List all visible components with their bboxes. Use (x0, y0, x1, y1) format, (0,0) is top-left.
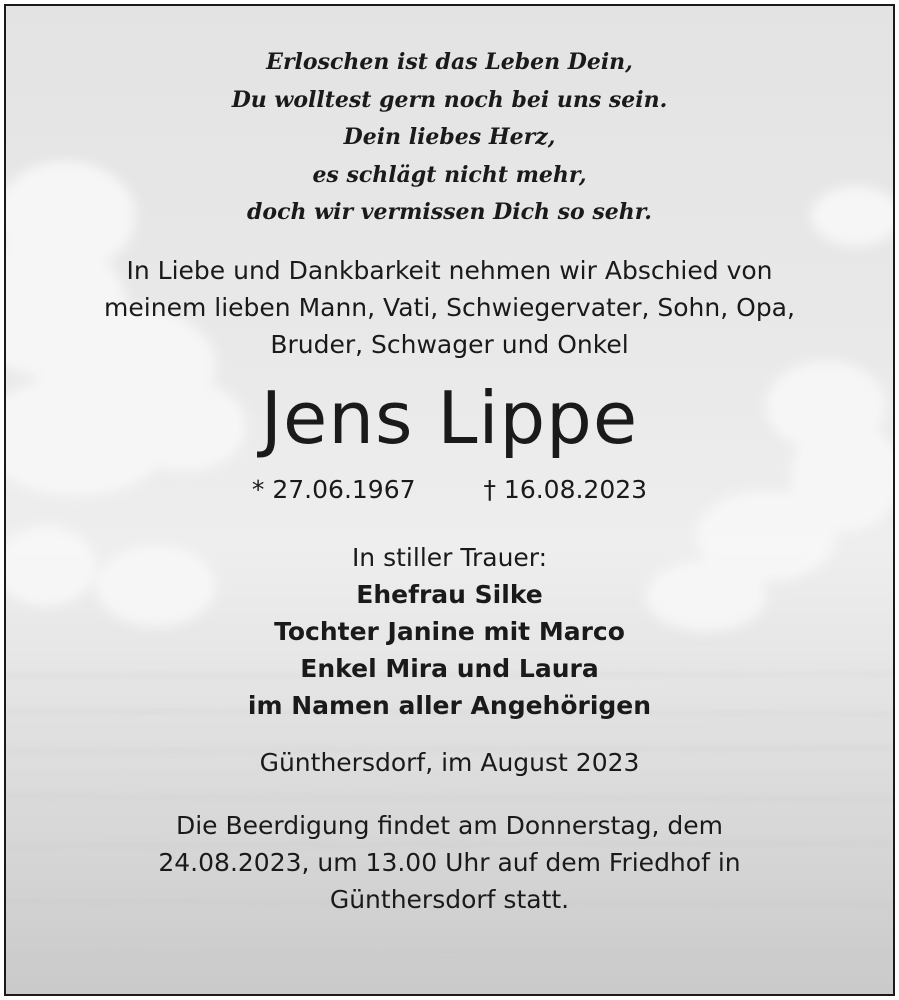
place-and-date: Günthersdorf, im August 2023 (259, 747, 640, 777)
mourner: Tochter Janine mit Marco (274, 616, 625, 646)
obituary-notice (4, 4, 895, 996)
funeral-line: Die Beerdigung findet am Donnerstag, dem (175, 810, 724, 840)
funeral-line: Günthersdorf statt. (329, 884, 570, 914)
birth-date: * 27.06.1967 (251, 474, 416, 504)
poem-line: Du wolltest gern noch bei uns sein. (231, 86, 668, 113)
poem-line: Dein liebes Herz, (343, 124, 556, 150)
poem-line: Erloschen ist das Leben Dein, (266, 49, 633, 75)
deceased-name: Jens Lippe (260, 375, 639, 460)
poem (6, 44, 893, 232)
funeral-info (6, 807, 893, 918)
mourner: Enkel Mira und Laura (300, 653, 599, 683)
poem-line: doch wir vermissen Dich so sehr. (247, 199, 652, 225)
intro-line: Bruder, Schwager und Onkel (270, 329, 629, 359)
intro-line: In Liebe und Dankbarkeit nehmen wir Abschied von (126, 255, 773, 285)
farewell-intro (6, 252, 893, 363)
funeral-line: 24.08.2023, um 13.00 Uhr auf dem Friedhof in (158, 847, 741, 877)
mourner: im Namen aller Angehörigen (247, 690, 652, 720)
notice-content (6, 6, 893, 994)
death-date: † 16.08.2023 (483, 474, 648, 504)
intro-line: meinem lieben Mann, Vati, Schwiegervater, Sohn, Opa, (104, 292, 795, 322)
mourner: Ehefrau Silke (356, 579, 543, 609)
poem-line: es schlägt nicht mehr, (312, 161, 587, 188)
mourners-list (6, 576, 893, 724)
life-dates (6, 475, 893, 505)
mourning-title: In stiller Trauer: (351, 542, 548, 572)
